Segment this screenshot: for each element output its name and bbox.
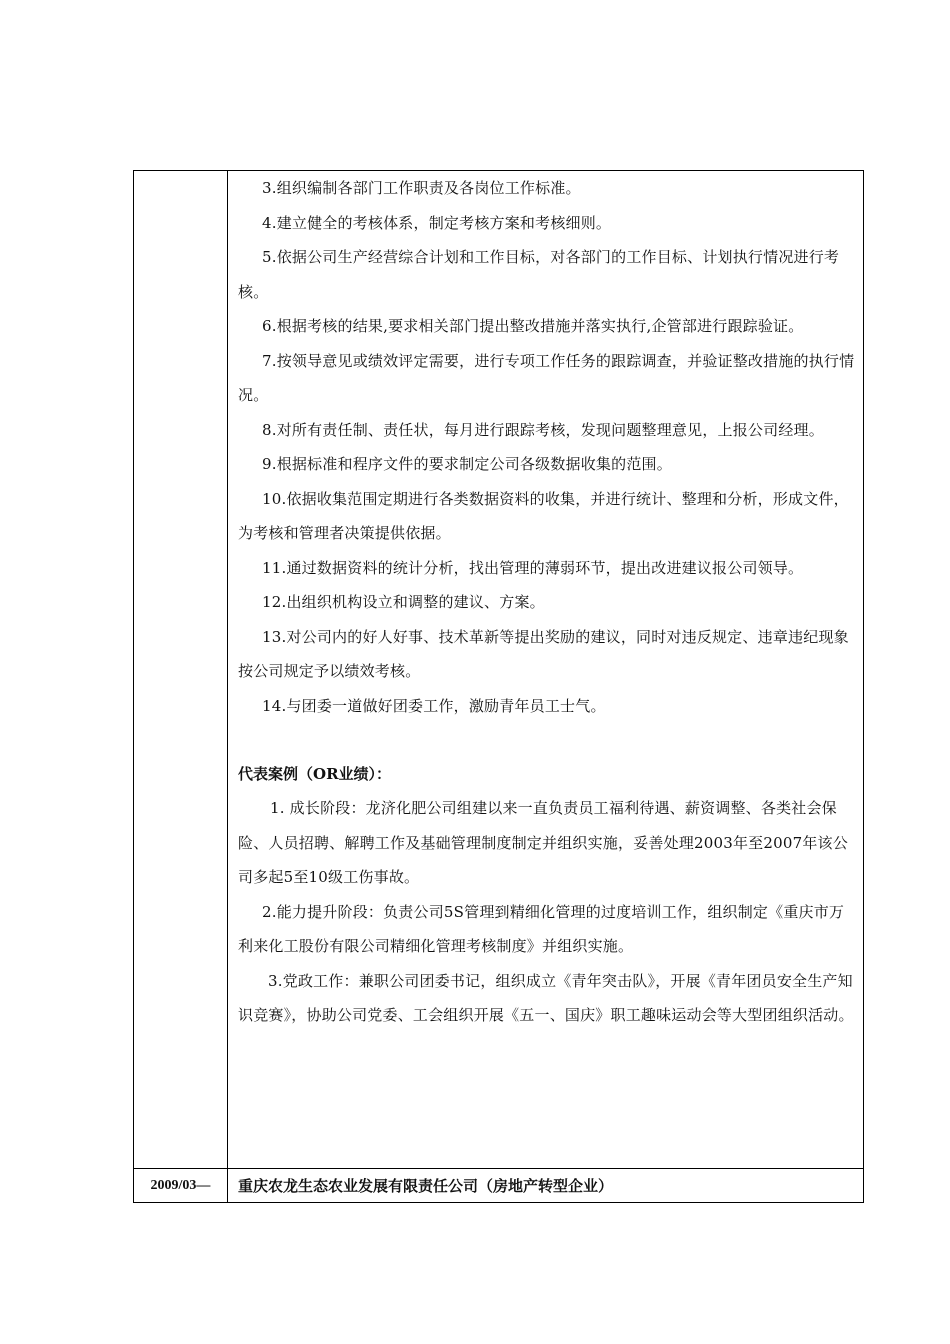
duty-item: 12.出组织机构设立和调整的建议、方案。: [262, 593, 545, 611]
column-divider: [227, 171, 228, 1202]
duty-item: 11.通过数据资料的统计分析，找出管理的薄弱环节，提出改进建议报公司领导。: [262, 558, 804, 577]
duty-item: 4.建立健全的考核体系，制定考核方案和考核细则。: [262, 213, 612, 232]
company-name: 重庆农龙生态农业发展有限责任公司（房地产转型企业）: [238, 1177, 614, 1195]
cases-heading: 代表案例（OR业绩）：: [238, 765, 392, 783]
spacer: [238, 723, 858, 757]
duty-item: 7.按领导意见或绩效评定需要，进行专项工作任务的跟踪调查，并验证整改措施的执行情况。: [238, 351, 855, 404]
duty-item: 10.依据收集范围定期进行各类数据资料的收集，并进行统计、整理和分析，形成文件，为考核和管理者决策提供依据。: [238, 489, 849, 542]
duty-item: 8.对所有责任制、责任状，每月进行跟踪考核，发现问题整理意见，上报公司经理。: [262, 420, 824, 439]
case-item: 2.能力提升阶段：负责公司5S管理到精细化管理的过度培训工作，组织制定《重庆市万利来化工股份有限公司精细化管理考核制度》并组织实施。: [238, 902, 845, 955]
duty-item: 14.与团委一道做好团委工作，激励青年员工士气。: [262, 696, 606, 715]
duty-item: 6.根据考核的结果,要求相关部门提出整改措施并落实执行,企管部进行跟踪验证。: [262, 317, 804, 335]
duty-item: 5.依据公司生产经营综合计划和工作目标，对各部门的工作目标、计划执行情况进行考核。: [238, 248, 840, 301]
duty-item: 9.根据标准和程序文件的要求制定公司各级数据收集的范围。: [262, 455, 672, 473]
duty-item: 13.对公司内的好人好事、技术革新等提出奖励的建议，同时对违反规定、违章违纪现象按公司规定予以绩效考核。: [238, 627, 849, 680]
duties-cell: [238, 171, 858, 1033]
period-date: 2009/03—: [150, 1178, 211, 1193]
case-item: 3.党政工作：兼职公司团委书记，组织成立《青年突击队》，开展《青年团员安全生产知识竞赛》，协助公司党委、工会组织开展《五一、国庆》职工趣味运动会等大型团组织活动。: [238, 971, 854, 1024]
case-item: 1. 成长阶段：龙济化肥公司组建以来一直负责员工福利待遇、薪资调整、各类社会保险、人员招聘、解聘工作及基础管理制度制定并组织实施，妥善处理2003年至2007年该公司多起5至10级工伤事故。: [238, 799, 848, 886]
resume-table: [133, 170, 864, 1203]
duty-item: 3.组织编制各部门工作职责及各岗位工作标准。: [262, 179, 581, 197]
